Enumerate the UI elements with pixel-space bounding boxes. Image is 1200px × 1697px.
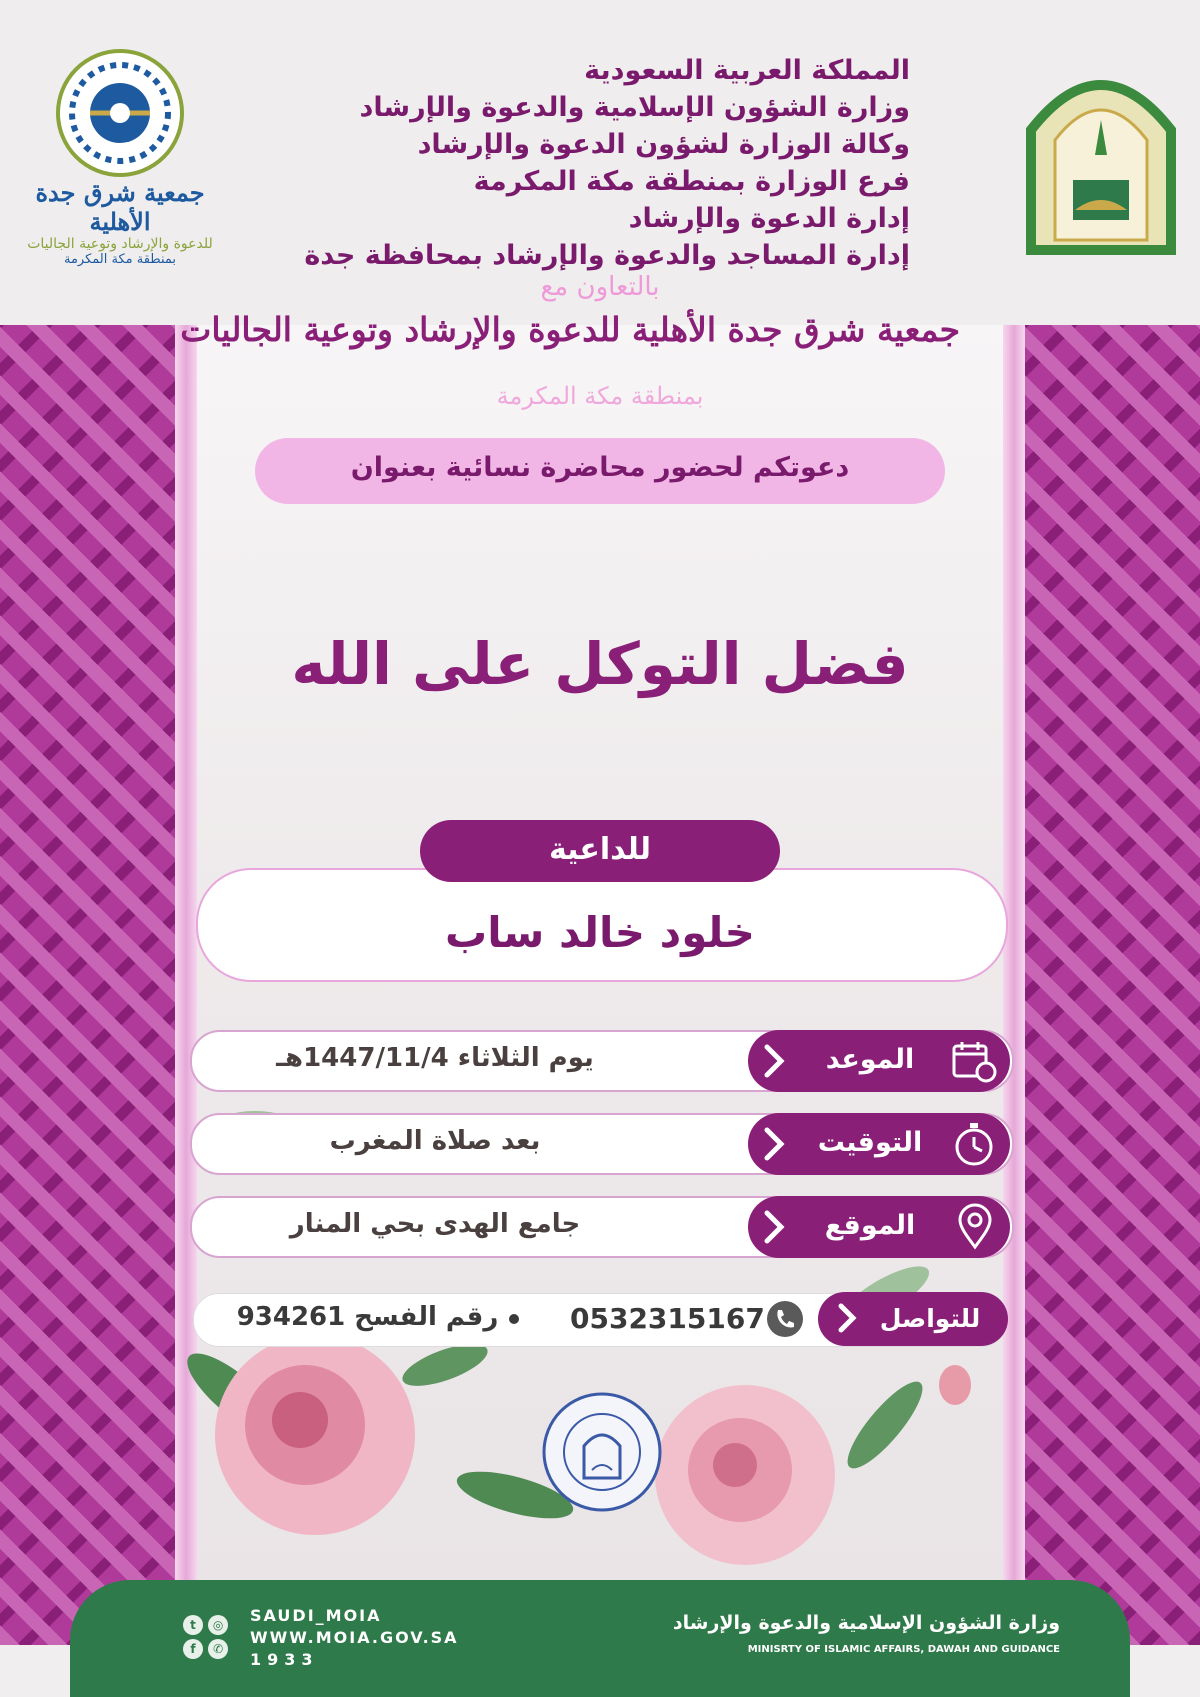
contact-bullet	[509, 1314, 519, 1324]
header-line-admin: إدارة الدعوة والإرشاد	[628, 203, 910, 234]
location-pin-icon	[956, 1203, 994, 1251]
header-line-ministry: وزارة الشؤون الإسلامية والدعوة والإرشاد	[359, 92, 910, 123]
cooperation-label: بالتعاون مع	[540, 272, 660, 302]
association-logo-line: بمنطقة مكة المكرمة	[63, 252, 177, 267]
partner-name: جمعية شرق جدة الأهلية للدعوة والإرشاد وتوعية الجاليات	[180, 310, 960, 349]
invitation-label: دعوتكم لحضور محاضرة نسائية بعنوان	[350, 452, 850, 483]
lecture-title: فضل التوكل على الله	[291, 630, 909, 698]
footer-handle[interactable]: SAUDI_MOIA	[250, 1606, 382, 1625]
detail-label-date: الموعد	[825, 1044, 915, 1075]
facebook-icon[interactable]: f	[183, 1639, 203, 1659]
ministry-logo	[1025, 60, 1177, 255]
association-logo-line: للدعوة والإرشاد وتوعية الجاليات	[27, 236, 213, 252]
footer-ministry-en: MINISRTY OF ISLAMIC AFFAIRS, DAWAH AND GUIDANCE	[747, 1644, 1060, 1655]
speaker-label: للداعية	[548, 832, 652, 867]
social-icons	[183, 1612, 239, 1660]
partner-region: بمنطقة مكة المكرمة	[496, 382, 704, 410]
right-pattern	[1025, 325, 1200, 1645]
contact-permit: رقم الفسح 934261	[236, 1302, 499, 1332]
chevron-right-icon	[762, 1043, 786, 1079]
left-pattern	[0, 325, 175, 1645]
stamp-seal	[540, 1390, 664, 1514]
footer-website[interactable]: WWW.MOIA.GOV.SA	[250, 1628, 459, 1647]
chevron-right-icon	[762, 1209, 786, 1245]
speaker-name: خلود خالد ساب	[445, 908, 755, 957]
contact-phone: 0532315167	[570, 1302, 765, 1335]
twitter-icon[interactable]: t	[183, 1615, 203, 1635]
header-line-kingdom: المملكة العربية السعودية	[584, 55, 910, 86]
detail-value-time: بعد صلاة المغرب	[329, 1126, 541, 1156]
detail-value-date: يوم الثلاثاء 1447/11/4هـ	[276, 1043, 594, 1073]
calendar-icon	[950, 1040, 998, 1084]
phone-small-icon[interactable]: ✆	[208, 1639, 228, 1659]
association-logo	[55, 48, 185, 178]
chevron-right-icon	[836, 1302, 858, 1334]
detail-label-location: الموقع	[824, 1210, 916, 1241]
header-line-agency: وكالة الوزارة لشؤون الدعوة والإرشاد	[417, 129, 910, 160]
header-line-mosques: إدارة المساجد والدعوة والإرشاد بمحافظة جدة	[304, 240, 910, 271]
stopwatch-icon	[952, 1121, 996, 1167]
contact-label: للتواصل	[879, 1304, 981, 1333]
footer-phone: 1933	[250, 1650, 319, 1669]
header-line-branch: فرع الوزارة بمنطقة مكة المكرمة	[473, 166, 910, 197]
association-logo-line: جمعية شرق جدة الأهلية	[35, 178, 205, 236]
association-logo-text	[15, 178, 225, 267]
detail-value-location: جامع الهدى بحي المنار	[289, 1209, 581, 1239]
detail-label-time: التوقيت	[817, 1127, 923, 1158]
phone-icon	[766, 1300, 804, 1338]
instagram-icon[interactable]: ◎	[208, 1615, 228, 1635]
chevron-right-icon	[762, 1126, 786, 1162]
footer-ministry-ar: وزارة الشؤون الإسلامية والدعوة والإرشاد	[672, 1612, 1060, 1634]
